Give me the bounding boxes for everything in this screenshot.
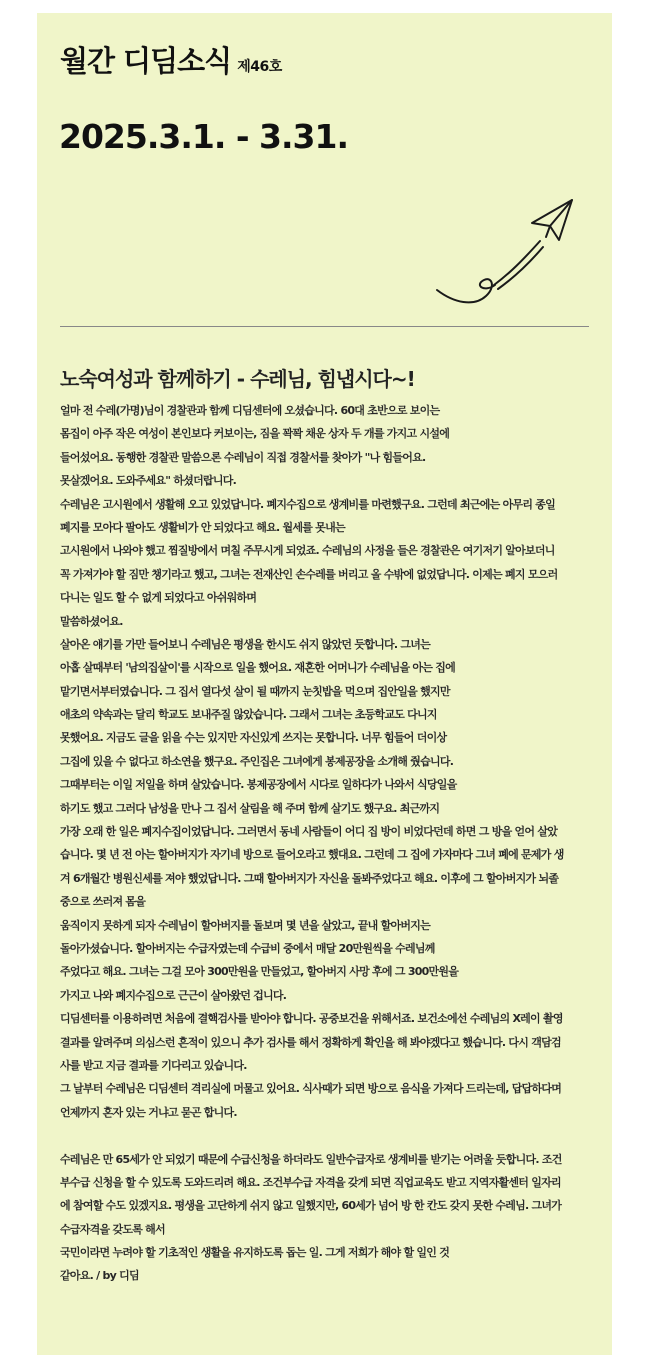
article-line: 얼마 전 수레(가명)님이 경찰관과 함께 디딤센터에 오셨습니다. 60대 초반으로 보이는 [60,404,440,417]
newsletter-title: 월간 디딤소식 [60,44,232,78]
article-line: 못살겠어요. 도와주세요" 하셨더랍니다. [60,474,237,488]
article-line: 말씀하셨어요. [60,614,123,628]
article-line: 맡기면서부터였습니다. 그 집서 열다섯 살이 될 때까지 눈칫밥을 먹으며 집안일을 했지만 [60,684,450,698]
article-line: 수레님은 만 65세가 안 되었기 때문에 수급신청을 하더라도 일반수급자로 생계비를 받기는 어려울 듯합니다. 조건 [60,1152,562,1166]
date-range: 2025.3.1. - 3.31. [59,117,349,156]
divider [60,326,589,327]
article-line: 가장 오래 한 일은 폐지수집이었답니다. 그러면서 동네 사람들이 어디 집 방이 비었다던데 하면 그 방을 얻어 살았 [60,825,558,839]
article-line: 하기도 했고 그러다 남성을 만나 그 집서 살림을 해 주며 함께 살기도 했구요. 최근까지 [60,801,440,815]
article-line [60,1124,595,1147]
article-line: 폐지를 모아다 팔아도 생활비가 안 되었다고 해요. 월세를 못내는 [60,520,345,534]
issue-number: 제46호 [237,59,282,75]
article-line: 꼭 가져가야 할 짐만 챙기라고 했고, 그녀는 전재산인 손수레를 버리고 올 수밖에 없었답니다. 이제는 폐지 모으러 [60,567,558,581]
article-line: 겨 6개월간 병원신세를 져야 했었답니다. 그때 할아버지가 자신을 돌봐주었다고 해요. 이후에 그 할아버지가 뇌졸 [60,871,559,885]
article-line: 가지고 나와 폐지수집으로 근근이 살아왔던 겁니다. [60,988,287,1002]
article-line: 부수급 신청을 할 수 있도록 도와드리려 해요. 조건부수급 자격을 갖게 되면 직업교육도 받고 지역자활센터 일자리 [60,1175,561,1189]
article-line: 돌아가셨습니다. 할아버지는 수급자였는데 수급비 중에서 매달 20만원씩을 수레님께 [60,941,435,955]
article-line: 움직이지 못하게 되자 수레님이 할아버지를 돌보며 몇 년을 살았고, 끝내 할아버지는 [60,918,431,932]
article-line: 수레님은 고시원에서 생활해 오고 있었답니다. 폐지수집으로 생계비를 마련했구요. 그런데 최근에는 아무리 종일 [60,497,556,511]
article-line: 습니다. 몇 년 전 아는 할아버지가 자기네 방으로 들어오라고 했대요. 그런데 그 집에 가자마다 그녀 폐에 문제가 생 [60,848,564,862]
article-line: 수급자격을 갖도록 해서 [60,1222,165,1236]
article-line: 들어섰어요. 동행한 경찰관 말씀으론 수레님이 직접 경찰서를 찾아가 "나 힘들어요. [60,450,426,464]
paper-plane-icon [422,193,582,318]
article-line: 그집에 있을 수 없다고 하소연을 했구요. 주인집은 그녀에게 봉제공장을 소개해 줬습니다. [60,754,454,768]
newsletter-card [37,13,612,1355]
article-line: 중으로 쓰러져 몸을 [60,895,146,909]
article-body [60,399,595,1288]
article-line: 다니는 일도 할 수 없게 되었다고 아쉬워하며 [60,591,257,605]
article-line: 애초의 약속과는 달리 학교도 보내주질 않았습니다. 그래서 그녀는 초등학교도 다니지 [60,708,437,722]
article-line: 언제까지 혼자 있는 거냐고 묻곤 합니다. [60,1105,237,1119]
article-line: 같아요. / by 디딤 [60,1269,139,1283]
article-line: 못했어요. 지금도 글을 읽을 수는 있지만 자신있게 쓰지는 못합니다. 너무 힘들어 더이상 [60,731,447,745]
article-line: 에 참여할 수도 있겠지요. 평생을 고단하게 쉬지 않고 일했지만, 60세가 넘어 방 한 칸도 갖지 못한 수레님. 그녀가 [60,1199,562,1213]
article-line: 살아온 얘기를 가만 들어보니 수레님은 평생을 한시도 쉬지 않았던 듯합니다. 그녀는 [60,637,431,651]
article-line: 몸집이 아주 작은 여성이 본인보다 커보이는, 짐을 꽉꽉 채운 상자 두 개를 가지고 시설에 [60,427,450,441]
article-line: 아홉 살때부터 '남의집살이'를 시작으로 일을 했어요. 재혼한 어머니가 수레님을 아는 집에 [60,661,455,675]
article-line: 그때부터는 이일 저일을 하며 살았습니다. 봉제공장에서 시다로 일하다가 나와서 식당일을 [60,778,457,792]
article-line: 결과를 알려주며 의심스런 흔적이 있으니 추가 검사를 해서 정확하게 확인을 해 봐야겠다고 했습니다. 다시 객담검 [60,1035,561,1049]
title-row [60,39,282,80]
article-line: 국민이라면 누려야 할 기초적인 생활을 유지하도록 돕는 일. 그게 저희가 해야 할 일인 것 [60,1246,450,1260]
article-line: 고시원에서 나와야 했고 찜질방에서 며칠 주무시게 되었죠. 수레님의 사정을 들은 경찰관은 여기저기 알아보더니 [60,544,555,558]
article-line: 그 날부터 수레님은 디딤센터 격리실에 머물고 있어요. 식사때가 되면 방으로 음식을 가져다 드리는데, 답답하다며 [60,1082,562,1096]
article-line: 사를 받고 지금 결과를 기다리고 있습니다. [60,1058,247,1072]
article-line: 디딤센터를 이용하려면 처음에 결핵검사를 받아야 합니다. 공중보건을 위해서죠. 보건소에선 수레님의 X레이 촬영 [60,1012,563,1026]
article-line: 주었다고 해요. 그녀는 그걸 모아 300만원을 만들었고, 할아버지 사망 후에 그 300만원을 [60,965,459,979]
article-heading: 노숙여성과 함께하기 - 수레님, 힘냅시다~! [60,367,415,391]
